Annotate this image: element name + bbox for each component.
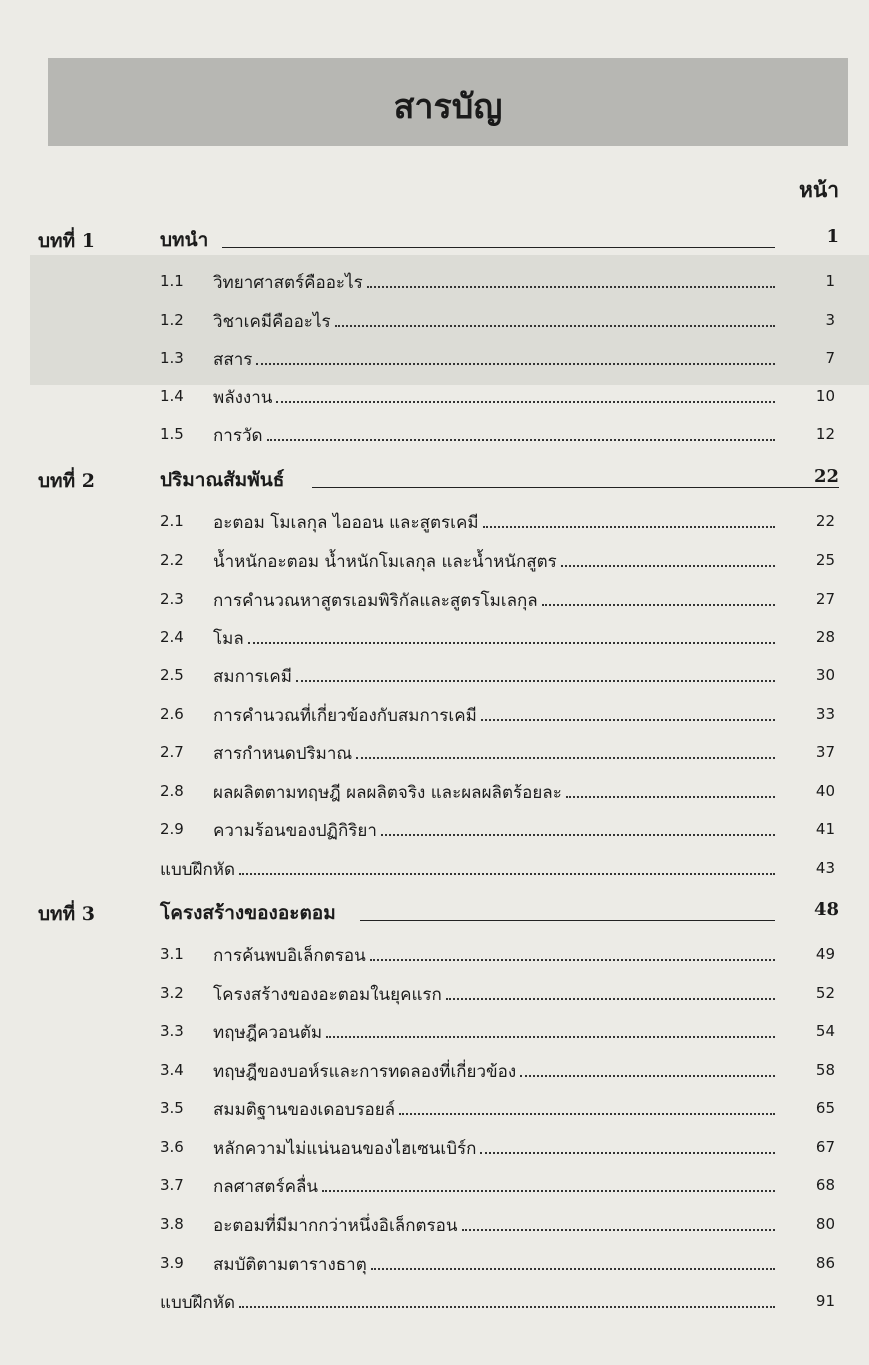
section-number: 3.4 bbox=[160, 1061, 184, 1079]
dot-leader bbox=[481, 719, 775, 721]
section-row bbox=[0, 305, 869, 339]
section-page-number: 41 bbox=[815, 820, 835, 838]
section-entry bbox=[213, 269, 775, 296]
section-title: พลังงาน bbox=[213, 388, 273, 408]
section-page-number: 3 bbox=[825, 311, 835, 329]
section-page-number: 30 bbox=[815, 666, 835, 684]
section-page-number: 58 bbox=[815, 1061, 835, 1079]
section-row bbox=[0, 381, 869, 415]
section-entry bbox=[213, 308, 775, 335]
section-number: 3.7 bbox=[160, 1176, 184, 1194]
dot-leader bbox=[326, 1036, 775, 1038]
section-title: โครงสร้างของอะตอมในยุคแรก bbox=[213, 985, 442, 1005]
section-page-number: 28 bbox=[815, 628, 835, 646]
chapter-title: โครงสร้างของอะตอม bbox=[160, 902, 336, 924]
section-title: การคำนวณหาสูตรเอมพิริกัลและสูตรโมเลกุล bbox=[213, 591, 538, 611]
section-entry bbox=[213, 981, 775, 1008]
section-page-number: 37 bbox=[815, 743, 835, 761]
section-entry bbox=[213, 1135, 775, 1162]
section-row bbox=[0, 978, 869, 1012]
dot-leader bbox=[356, 757, 775, 759]
section-title: ทฤษฎีควอนตัม bbox=[213, 1023, 323, 1043]
section-row bbox=[0, 1132, 869, 1166]
section-row bbox=[0, 266, 869, 300]
section-row bbox=[0, 622, 869, 656]
section-row bbox=[0, 1248, 869, 1282]
section-title: วิชาเคมีคืออะไร bbox=[213, 312, 331, 332]
section-entry bbox=[213, 422, 775, 449]
section-page-number: 7 bbox=[825, 349, 835, 367]
section-title: การคำนวณที่เกี่ยวข้องกับสมการเคมี bbox=[213, 706, 477, 726]
section-number: 3.6 bbox=[160, 1138, 184, 1156]
section-number: 2.8 bbox=[160, 782, 184, 800]
section-row bbox=[0, 584, 869, 618]
dot-leader bbox=[370, 959, 775, 961]
section-title: สสาร bbox=[213, 350, 253, 370]
section-number: 3.2 bbox=[160, 984, 184, 1002]
section-title: สมการเคมี bbox=[213, 667, 292, 687]
section-entry bbox=[213, 548, 775, 575]
section-row bbox=[0, 1170, 869, 1204]
section-number: 2.6 bbox=[160, 705, 184, 723]
dot-leader bbox=[399, 1113, 775, 1115]
dot-leader bbox=[561, 565, 775, 567]
chapter-row bbox=[0, 895, 869, 929]
section-title: วิทยาศาสตร์คืออะไร bbox=[213, 273, 363, 293]
exercise-row bbox=[0, 1286, 869, 1320]
section-number: 3.8 bbox=[160, 1215, 184, 1233]
dot-leader bbox=[542, 604, 775, 606]
section-title: ผลผลิตตามทฤษฎี ผลผลิตจริง และผลผลิตร้อยละ bbox=[213, 783, 562, 803]
section-entry bbox=[213, 509, 775, 536]
section-row bbox=[0, 545, 869, 579]
section-row bbox=[0, 660, 869, 694]
section-number: 2.5 bbox=[160, 666, 184, 684]
section-page-number: 25 bbox=[815, 551, 835, 569]
section-row bbox=[0, 814, 869, 848]
section-number: 2.3 bbox=[160, 590, 184, 608]
section-entry bbox=[213, 740, 775, 767]
page-column-heading: หน้า bbox=[799, 177, 839, 202]
section-entry bbox=[213, 663, 775, 690]
dot-leader bbox=[239, 1306, 775, 1308]
chapter-label: บทที่ 2 bbox=[38, 470, 95, 492]
section-row bbox=[0, 776, 869, 810]
exercise-title: แบบฝึกหัด bbox=[160, 860, 236, 880]
section-entry bbox=[213, 1251, 775, 1278]
section-number: 2.2 bbox=[160, 551, 184, 569]
section-row bbox=[0, 419, 869, 453]
section-number: 2.9 bbox=[160, 820, 184, 838]
section-title: สมบัติตามตารางธาตุ bbox=[213, 1255, 367, 1275]
dot-leader bbox=[322, 1190, 775, 1192]
title-banner bbox=[48, 58, 848, 146]
section-entry bbox=[213, 1096, 775, 1123]
section-title: กลศาสตร์คลื่น bbox=[213, 1177, 319, 1197]
section-number: 2.1 bbox=[160, 512, 184, 530]
dot-leader bbox=[566, 796, 775, 798]
section-entry bbox=[213, 817, 775, 844]
section-title: สมมติฐานของเดอบรอยล์ bbox=[213, 1100, 396, 1120]
exercise-entry bbox=[160, 856, 775, 883]
section-title: อะตอมที่มีมากกว่าหนึ่งอิเล็กตรอน bbox=[213, 1216, 458, 1236]
section-row bbox=[0, 737, 869, 771]
dot-leader bbox=[371, 1268, 775, 1270]
section-number: 2.4 bbox=[160, 628, 184, 646]
section-page-number: 22 bbox=[815, 512, 835, 530]
dot-leader bbox=[267, 439, 775, 441]
section-number: 1.3 bbox=[160, 349, 184, 367]
section-row bbox=[0, 343, 869, 377]
section-page-number: 68 bbox=[815, 1176, 835, 1194]
chapter-underline bbox=[312, 487, 839, 488]
section-entry bbox=[213, 346, 775, 373]
section-number: 1.4 bbox=[160, 387, 184, 405]
dot-leader bbox=[256, 363, 775, 365]
section-page-number: 86 bbox=[815, 1254, 835, 1272]
section-number: 1.1 bbox=[160, 272, 184, 290]
section-row bbox=[0, 939, 869, 973]
section-entry bbox=[213, 384, 775, 411]
dot-leader bbox=[446, 998, 775, 1000]
section-row bbox=[0, 1016, 869, 1050]
exercise-row bbox=[0, 853, 869, 887]
section-title: ทฤษฎีของบอห์รและการทดลองที่เกี่ยวข้อง bbox=[213, 1062, 517, 1082]
section-page-number: 40 bbox=[815, 782, 835, 800]
section-entry bbox=[213, 625, 775, 652]
chapter-underline bbox=[222, 247, 775, 248]
section-entry bbox=[213, 779, 775, 806]
section-page-number: 33 bbox=[815, 705, 835, 723]
section-title: อะตอม โมเลกุล ไอออน และสูตรเคมี bbox=[213, 513, 479, 533]
section-page-number: 10 bbox=[815, 387, 835, 405]
chapter-underline bbox=[360, 920, 775, 921]
section-row bbox=[0, 1093, 869, 1127]
section-page-number: 27 bbox=[815, 590, 835, 608]
dot-leader bbox=[276, 401, 775, 403]
chapter-page-number: 48 bbox=[813, 899, 839, 920]
section-page-number: 67 bbox=[815, 1138, 835, 1156]
dot-leader bbox=[335, 325, 775, 327]
exercise-entry bbox=[160, 1289, 775, 1316]
section-entry bbox=[213, 942, 775, 969]
page-title: สารบัญ bbox=[393, 87, 503, 127]
section-number: 1.2 bbox=[160, 311, 184, 329]
chapter-title: บทนำ bbox=[160, 229, 209, 251]
chapter-label: บทที่ 3 bbox=[38, 903, 95, 925]
section-row bbox=[0, 506, 869, 540]
section-page-number: 1 bbox=[825, 272, 835, 290]
section-entry bbox=[213, 1058, 775, 1085]
section-number: 3.3 bbox=[160, 1022, 184, 1040]
section-row bbox=[0, 1055, 869, 1089]
chapter-row bbox=[0, 462, 869, 496]
exercise-title: แบบฝึกหัด bbox=[160, 1293, 236, 1313]
section-entry bbox=[213, 1212, 775, 1239]
chapter-page-number: 22 bbox=[813, 466, 839, 487]
dot-leader bbox=[480, 1152, 775, 1154]
exercise-page-number: 91 bbox=[815, 1292, 835, 1310]
chapter-row bbox=[0, 222, 869, 256]
dot-leader bbox=[462, 1229, 776, 1231]
section-page-number: 54 bbox=[815, 1022, 835, 1040]
section-title: ความร้อนของปฏิกิริยา bbox=[213, 821, 377, 841]
section-page-number: 49 bbox=[815, 945, 835, 963]
section-entry bbox=[213, 587, 775, 614]
section-page-number: 12 bbox=[815, 425, 835, 443]
section-page-number: 52 bbox=[815, 984, 835, 1002]
section-title: น้ำหนักอะตอม น้ำหนักโมเลกุล และน้ำหนักสูตร bbox=[213, 552, 557, 572]
chapter-title: ปริมาณสัมพันธ์ bbox=[160, 469, 285, 491]
exercise-page-number: 43 bbox=[815, 859, 835, 877]
section-entry bbox=[213, 1019, 775, 1046]
section-page-number: 65 bbox=[815, 1099, 835, 1117]
section-title: การวัด bbox=[213, 426, 263, 446]
dot-leader bbox=[248, 642, 775, 644]
section-number: 3.1 bbox=[160, 945, 184, 963]
section-page-number: 80 bbox=[815, 1215, 835, 1233]
section-title: การค้นพบอิเล็กตรอน bbox=[213, 946, 366, 966]
section-row bbox=[0, 699, 869, 733]
dot-leader bbox=[239, 873, 775, 875]
section-entry bbox=[213, 702, 775, 729]
section-row bbox=[0, 1209, 869, 1243]
section-number: 1.5 bbox=[160, 425, 184, 443]
dot-leader bbox=[296, 680, 775, 682]
section-number: 2.7 bbox=[160, 743, 184, 761]
section-number: 3.5 bbox=[160, 1099, 184, 1117]
section-title: โมล bbox=[213, 629, 244, 649]
dot-leader bbox=[520, 1075, 775, 1077]
section-title: หลักความไม่แน่นอนของไฮเซนเบิร์ก bbox=[213, 1139, 477, 1159]
chapter-page-number: 1 bbox=[826, 226, 839, 247]
dot-leader bbox=[367, 286, 775, 288]
chapter-label: บทที่ 1 bbox=[38, 230, 95, 252]
dot-leader bbox=[483, 526, 775, 528]
section-title: สารกำหนดปริมาณ bbox=[213, 744, 353, 764]
section-number: 3.9 bbox=[160, 1254, 184, 1272]
dot-leader bbox=[381, 834, 775, 836]
section-entry bbox=[213, 1173, 775, 1200]
